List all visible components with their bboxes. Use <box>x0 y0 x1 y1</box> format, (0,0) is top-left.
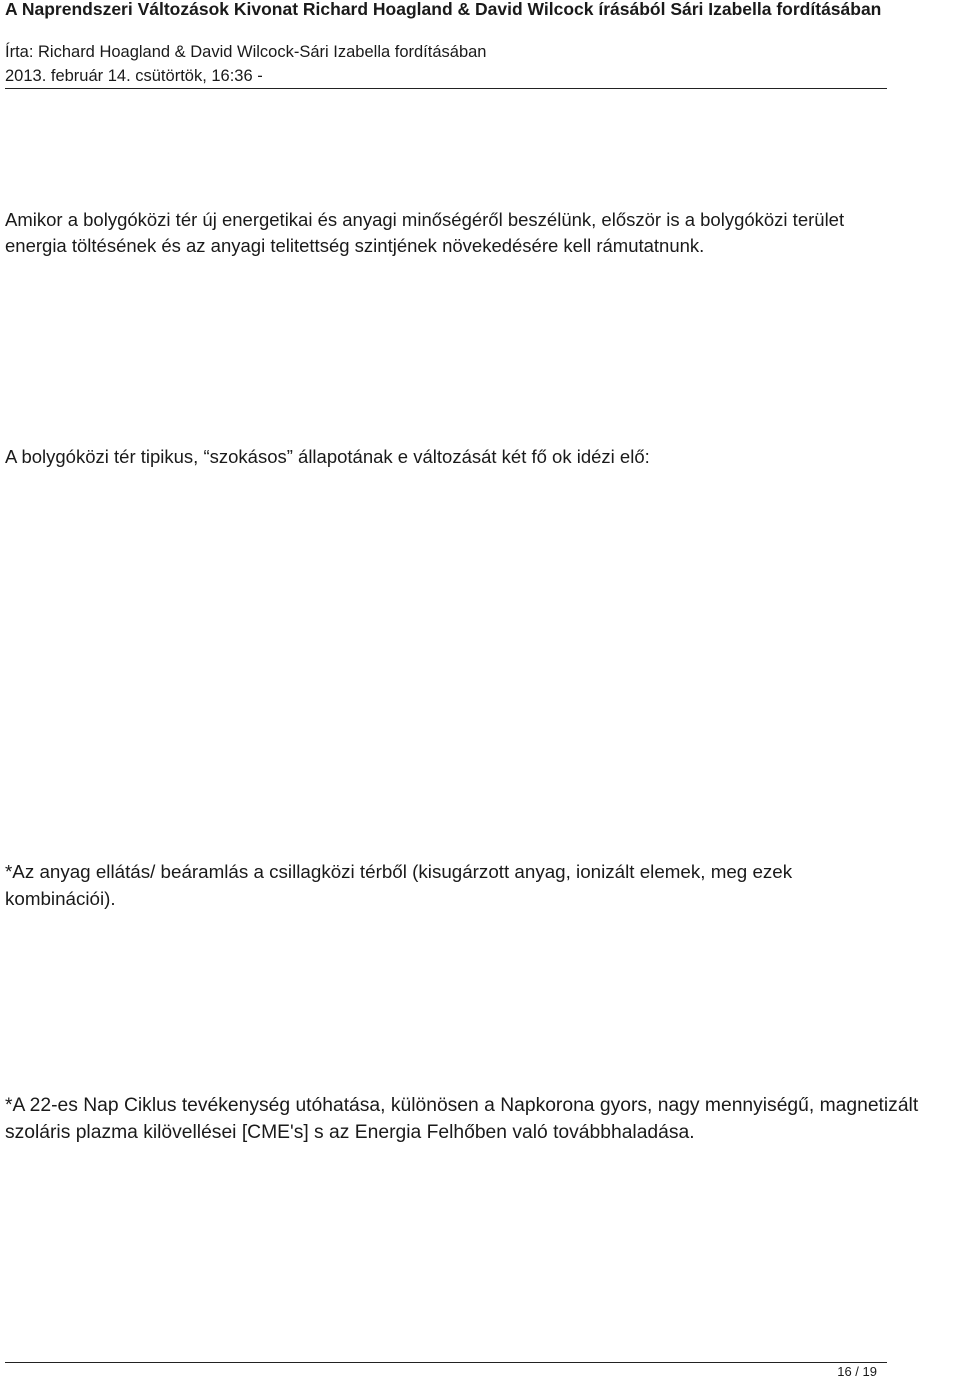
body-paragraph: *A 22-es Nap Ciklus tevékenység utóhatása, különösen a Napkorona gyors, nagy mennyiségű, magnetizált szoláris plazma kilövellései [CME's] s az Energia Felhőben való továbbhaladása. <box>5 1095 919 1143</box>
body-paragraph: *Az anyag ellátás/ beáramlás a csillagközi térből (kisugárzott anyag, ionizált elemek, meg ezek kombinációi). <box>5 861 793 909</box>
header-divider <box>5 88 887 89</box>
document-title: A Naprendszeri Változások Kivonat Richard Hoagland & David Wilcock írásából Sári Izabella fordításában <box>5 0 882 19</box>
date-line: 2013. február 14. csütörtök, 16:36 - <box>5 67 263 85</box>
body-paragraph: A bolygóközi tér tipikus, “szokásos” állapotának e változását két fő ok idézi elő: <box>5 446 650 467</box>
footer-divider <box>5 1362 887 1363</box>
body-paragraph: Amikor a bolygóközi tér új energetikai és anyagi minőségéről beszélünk, először is a bolygóközi terület energia töltésének és az anyagi telitettség szintjének növekedésére kell rámutatnunk. <box>5 209 845 256</box>
page-number: 16 / 19 <box>837 1364 877 1379</box>
author-line: Írta: Richard Hoagland & David Wilcock-Sári Izabella fordításában <box>5 43 487 61</box>
